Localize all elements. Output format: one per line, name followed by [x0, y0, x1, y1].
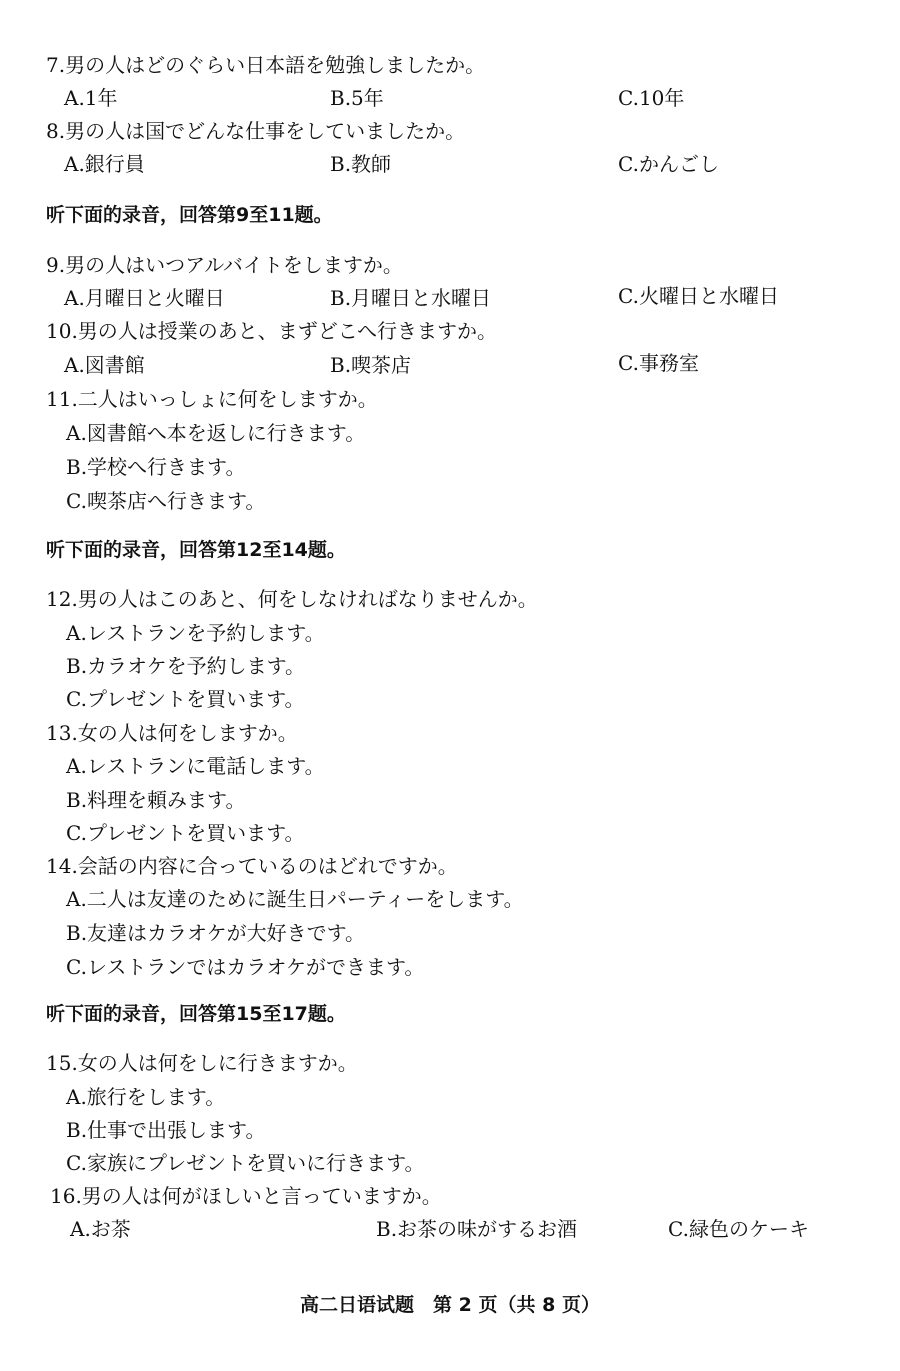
- question-16: 16.男の人は何がほしいと言っていますか。: [50, 1184, 442, 1208]
- section-heading-2: 听下面的录音，回答第12至14题。: [46, 539, 346, 561]
- q8-option-a: A.銀行員: [64, 152, 145, 176]
- question-10: 10.男の人は授業のあと、まずどこへ行きますか。: [46, 319, 498, 343]
- q11-option-b: B.学校へ行きます。: [66, 455, 246, 479]
- q11-option-c: C.喫茶店へ行きます。: [66, 489, 266, 513]
- q10-option-a: A.図書館: [64, 353, 145, 377]
- q10-option-c: C.事務室: [618, 351, 699, 375]
- q16-option-a: A.お茶: [70, 1217, 131, 1241]
- page-footer: 高二日语试题 第 2 页（共 8 页）: [300, 1294, 600, 1316]
- q7-option-b: B.5年: [330, 86, 384, 110]
- question-15: 15.女の人は何をしに行きますか。: [46, 1051, 358, 1075]
- q12-option-a: A.レストランを予約します。: [66, 621, 325, 645]
- q11-option-a: A.図書館へ本を返しに行きます。: [66, 421, 366, 445]
- q9-option-a: A.月曜日と火曜日: [64, 286, 225, 310]
- question-9: 9.男の人はいつアルバイトをしますか。: [46, 253, 403, 277]
- q14-option-a: A.二人は友達のために誕生日パーティーをします。: [66, 887, 524, 911]
- question-12: 12.男の人はこのあと、何をしなければなりませんか。: [46, 587, 538, 611]
- q9-option-b: B.月曜日と水曜日: [330, 286, 492, 310]
- q14-option-c: C.レストランではカラオケができます。: [66, 955, 425, 979]
- section-heading-3: 听下面的录音，回答第15至17题。: [46, 1003, 346, 1025]
- q14-option-b: B.友達はカラオケが大好きです。: [66, 921, 366, 945]
- question-11: 11.二人はいっしょに何をしますか。: [46, 387, 378, 411]
- question-14: 14.会話の内容に合っているのはどれですか。: [46, 854, 458, 878]
- q15-option-b: B.仕事で出張します。: [66, 1118, 266, 1142]
- q9-option-c: C.火曜日と水曜日: [618, 284, 779, 308]
- section-heading-1: 听下面的录音，回答第9至11题。: [46, 204, 333, 226]
- q12-option-c: C.プレゼントを買います。: [66, 687, 305, 711]
- q13-option-a: A.レストランに電話します。: [66, 754, 325, 778]
- q13-option-c: C.プレゼントを買います。: [66, 821, 305, 845]
- q16-option-b: B.お茶の味がするお酒: [376, 1217, 578, 1241]
- question-13: 13.女の人は何をしますか。: [46, 721, 298, 745]
- q10-option-b: B.喫茶店: [330, 353, 412, 377]
- q12-option-b: B.カラオケを予約します。: [66, 654, 306, 678]
- q13-option-b: B.料理を頼みます。: [66, 788, 246, 812]
- question-8: 8.男の人は国でどんな仕事をしていましたか。: [46, 119, 466, 143]
- q7-option-c: C.10年: [618, 86, 685, 110]
- q8-option-b: B.教師: [330, 152, 392, 176]
- question-7: 7.男の人はどのぐらい日本語を勉強しましたか。: [46, 53, 486, 77]
- q7-option-a: A.1年: [64, 86, 118, 110]
- q16-option-c: C.緑色のケーキ: [668, 1217, 809, 1241]
- q15-option-a: A.旅行をします。: [66, 1085, 226, 1109]
- q8-option-c: C.かんごし: [618, 152, 719, 176]
- q15-option-c: C.家族にプレゼントを買いに行きます。: [66, 1151, 425, 1175]
